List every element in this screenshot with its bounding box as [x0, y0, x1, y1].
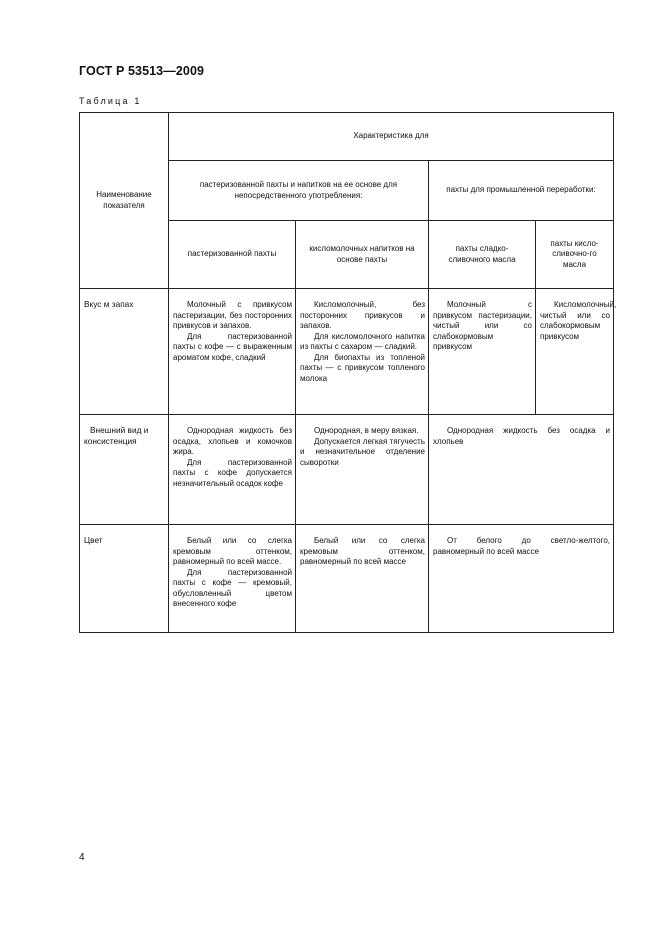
- page-number: 4: [79, 852, 85, 863]
- row-name-appearance: Внешний вид и консистенция: [80, 415, 169, 525]
- cell-text: От белого до светло-желтого, равномерный по всей массе: [433, 536, 610, 556]
- header-col-1-label: пастеризованной пахты: [187, 249, 277, 259]
- header-group-b: [429, 161, 614, 221]
- cell-taste-col1: [169, 289, 296, 415]
- header-name-column: [80, 113, 169, 289]
- cell-taste-col2: [296, 289, 429, 415]
- cell-text: Однородная, в меру вязкая.: [314, 426, 419, 435]
- cell-taste-col3: [429, 289, 536, 415]
- header-characteristic-label: Характеристика для: [353, 131, 429, 141]
- document-code: ГОСТ Р 53513—2009: [79, 64, 205, 78]
- header-name-label: Наименование показателя: [96, 190, 152, 210]
- cell-text: Однородная жидкость без осадка, хлопьев и комочков жира.: [173, 426, 292, 456]
- cell-color-col1: [169, 525, 296, 633]
- table-row: [80, 415, 614, 525]
- header-col-3-label: пахты сладко-сливочного масла: [448, 244, 516, 264]
- characteristics-table: [79, 112, 617, 633]
- row-name-taste: Вкус м запах: [80, 289, 169, 415]
- header-col-3: [429, 221, 536, 289]
- cell-color-col2: [296, 525, 429, 633]
- header-col-1: [169, 221, 296, 289]
- header-group-b-label: пахты для промышленной переработки:: [446, 185, 596, 195]
- header-col-4: [536, 221, 614, 289]
- cell-text: Для пастеризованной пахты с кофе допускается незначительный осадок кофе: [173, 457, 292, 488]
- cell-text: Для пастеризованной пахты с кофе — с выраженным ароматом кофе, сладкий: [173, 331, 292, 362]
- header-characteristic: [169, 113, 614, 161]
- row-name-color: Цвет: [80, 525, 169, 633]
- table-row: [80, 525, 614, 633]
- cell-text: Белый или со слегка кремовым оттенком, равномерный по всей массе.: [173, 536, 292, 566]
- cell-text: Молочный с привкусом пастеризации, без посторонних привкусов и запахов.: [173, 300, 292, 330]
- cell-text: Кисломолочный, чистый или со слабокормовым привкусом: [540, 300, 617, 341]
- cell-text: Для пастеризованной пахты с кофе — кремовый, обусловленный цветом внесенного кофе: [173, 567, 292, 608]
- table-row: [80, 289, 614, 415]
- cell-appearance-col1: [169, 415, 296, 525]
- cell-text: Белый или со слегка кремовым оттенком, равномерный по всей массе: [300, 536, 425, 566]
- cell-text: Допускается легкая тягучесть и незначительное отделение сыворотки: [300, 436, 425, 467]
- cell-color-col34: [429, 525, 614, 633]
- header-group-a: [169, 161, 429, 221]
- header-col-2-label: кисломолочных напитков на основе пахты: [309, 244, 415, 264]
- cell-text: Молочный с привкусом пастеризации, чистый или со слабокормовым привкусом: [433, 300, 532, 351]
- cell-text: Кисломолочный, без посторонних привкусов и запахов.: [300, 300, 425, 330]
- header-group-a-label: пастеризованной пахты и напитков на ее основе для непосредственного употребления:: [199, 180, 398, 200]
- cell-text: Для кисломолочного напитка из пахты с сахаром — сладкий.: [300, 331, 425, 351]
- cell-appearance-col2: [296, 415, 429, 525]
- cell-taste-col4: [536, 289, 617, 415]
- cell-text: Для биопахты из топленой пахты — с привкусом топленого молока: [300, 352, 425, 383]
- header-col-2: [296, 221, 429, 289]
- table-caption: Таблица 1: [79, 96, 142, 106]
- cell-appearance-col34: [429, 415, 614, 525]
- cell-text: Однородная жидкость без осадка и хлопьев: [433, 426, 610, 446]
- header-col-4-label: пахты кисло-сливочно-го масла: [550, 238, 599, 269]
